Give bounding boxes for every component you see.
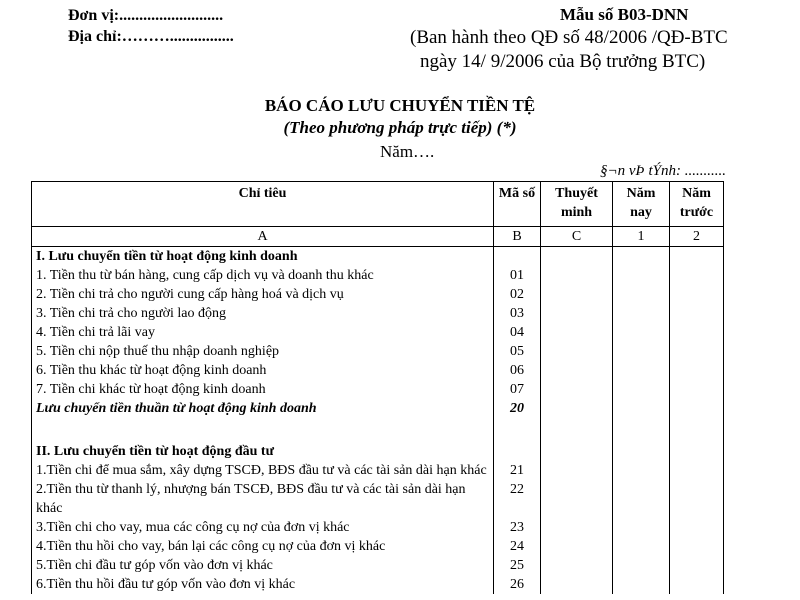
row-note [541,461,613,480]
row-this-year [613,480,670,518]
column-letter-row [32,227,724,247]
row-last-year [670,399,724,418]
row-label: 1. Tiền thu từ bán hàng, cung cấp dịch vụ và doanh thu khác [32,266,494,285]
row-last-year [670,537,724,556]
row-label: 5. Tiền chi nộp thuế thu nhập doanh nghiệp [32,342,494,361]
row-code [494,442,541,461]
row-this-year [613,518,670,537]
row-last-year [670,285,724,304]
row-code: 07 [494,380,541,399]
row-last-year [670,418,724,442]
row-label: 6.Tiền thu hồi đầu tư góp vốn vào đơn vị khác [32,575,494,594]
row-this-year [613,247,670,267]
form-number: Mẫu số B03-DNN [560,5,689,24]
table-row [32,380,724,399]
row-code [494,247,541,267]
row-code: 21 [494,461,541,480]
row-code: 05 [494,342,541,361]
row-note [541,304,613,323]
row-note [541,380,613,399]
row-code: 22 [494,480,541,518]
row-note [541,556,613,575]
row-code: 26 [494,575,541,594]
row-this-year [613,323,670,342]
report-title: BÁO CÁO LƯU CHUYỂN TIỀN TỆ [264,96,536,115]
table-row [32,575,724,594]
row-last-year [670,518,724,537]
row-label: 4.Tiền thu hồi cho vay, bán lại các công cụ nợ của đơn vị khác [32,537,494,556]
column-letter: C [541,227,613,247]
row-code: 20 [494,399,541,418]
row-last-year [670,247,724,267]
row-code [494,418,541,442]
table-row [32,399,724,418]
row-last-year [670,480,724,518]
row-this-year [613,461,670,480]
table-row [32,518,724,537]
table-header-row [32,182,724,227]
row-code: 23 [494,518,541,537]
row-this-year [613,285,670,304]
row-label: 3.Tiền chi cho vay, mua các công cụ nợ của đơn vị khác [32,518,494,537]
row-label: 7. Tiền chi khác từ hoạt động kinh doanh [32,380,494,399]
row-note [541,399,613,418]
row-code: 04 [494,323,541,342]
table-row [32,247,724,267]
row-label: 6. Tiền thu khác từ hoạt động kinh doanh [32,361,494,380]
row-this-year [613,266,670,285]
header-indicator: Chỉ tiêu [32,182,494,227]
currency-unit: §¬n vÞ tÝnh: ........... [600,163,726,179]
spacer-row [32,418,724,442]
row-last-year [670,304,724,323]
row-this-year [613,380,670,399]
row-code: 24 [494,537,541,556]
header-this-year: Năm nay [613,182,670,227]
row-this-year [613,418,670,442]
row-last-year [670,266,724,285]
row-note [541,537,613,556]
row-label: 2.Tiền thu từ thanh lý, nhượng bán TSCĐ, BĐS đầu tư và các tài sản dài hạn khác [32,480,494,518]
row-label: Lưu chuyển tiền thuần từ hoạt động kinh doanh [32,399,494,418]
row-note [541,361,613,380]
column-letter: 2 [670,227,724,247]
row-note [541,418,613,442]
table-row [32,323,724,342]
table-row [32,442,724,461]
column-letter: B [494,227,541,247]
row-this-year [613,361,670,380]
row-note [541,442,613,461]
row-last-year [670,575,724,594]
unit-label: Đơn vị:.......................... [68,7,224,24]
table-row [32,461,724,480]
row-label: 4. Tiền chi trả lãi vay [32,323,494,342]
table-row [32,361,724,380]
row-code: 01 [494,266,541,285]
address-label: Địa chỉ:………................ [68,28,234,45]
row-last-year [670,442,724,461]
row-this-year [613,399,670,418]
table-row [32,537,724,556]
table-row [32,342,724,361]
row-last-year [670,380,724,399]
table-row [32,304,724,323]
table-row [32,556,724,575]
row-label [32,418,494,442]
issued-by-line-2: ngày 14/ 9/2006 của Bộ trưởng BTC) [420,51,706,72]
row-label: 3. Tiền chi trả cho người lao động [32,304,494,323]
cash-flow-table [31,181,724,594]
column-letter: 1 [613,227,670,247]
row-note [541,266,613,285]
row-code: 25 [494,556,541,575]
row-note [541,575,613,594]
header-note: Thuyết minh [541,182,613,227]
row-code: 06 [494,361,541,380]
row-note [541,323,613,342]
row-last-year [670,556,724,575]
row-this-year [613,556,670,575]
row-label: 5.Tiền chi đầu tư góp vốn vào đơn vị khác [32,556,494,575]
row-this-year [613,304,670,323]
row-code: 02 [494,285,541,304]
row-label: 1.Tiền chi để mua sắm, xây dựng TSCĐ, BĐS đầu tư và các tài sản dài hạn khác [32,461,494,480]
table-row [32,480,724,518]
table-row [32,285,724,304]
row-note [541,247,613,267]
row-last-year [670,342,724,361]
report-subtitle: (Theo phương pháp trực tiếp) (*) [283,118,517,137]
header-code: Mã số [494,182,541,227]
column-letter: A [32,227,494,247]
row-note [541,518,613,537]
row-note [541,480,613,518]
row-this-year [613,342,670,361]
row-last-year [670,461,724,480]
row-this-year [613,537,670,556]
row-label: II. Lưu chuyển tiền từ hoạt động đầu tư [32,442,494,461]
row-note [541,342,613,361]
header-last-year: Năm trước [670,182,724,227]
row-label: 2. Tiền chi trả cho người cung cấp hàng hoá và dịch vụ [32,285,494,304]
row-this-year [613,575,670,594]
report-year: Năm…. [380,142,435,161]
row-last-year [670,323,724,342]
row-code: 03 [494,304,541,323]
row-this-year [613,442,670,461]
table-row [32,266,724,285]
row-last-year [670,361,724,380]
issued-by-line-1: (Ban hành theo QĐ số 48/2006 /QĐ-BTC [410,27,728,48]
row-note [541,285,613,304]
row-label: I. Lưu chuyển tiền từ hoạt động kinh doanh [32,247,494,267]
